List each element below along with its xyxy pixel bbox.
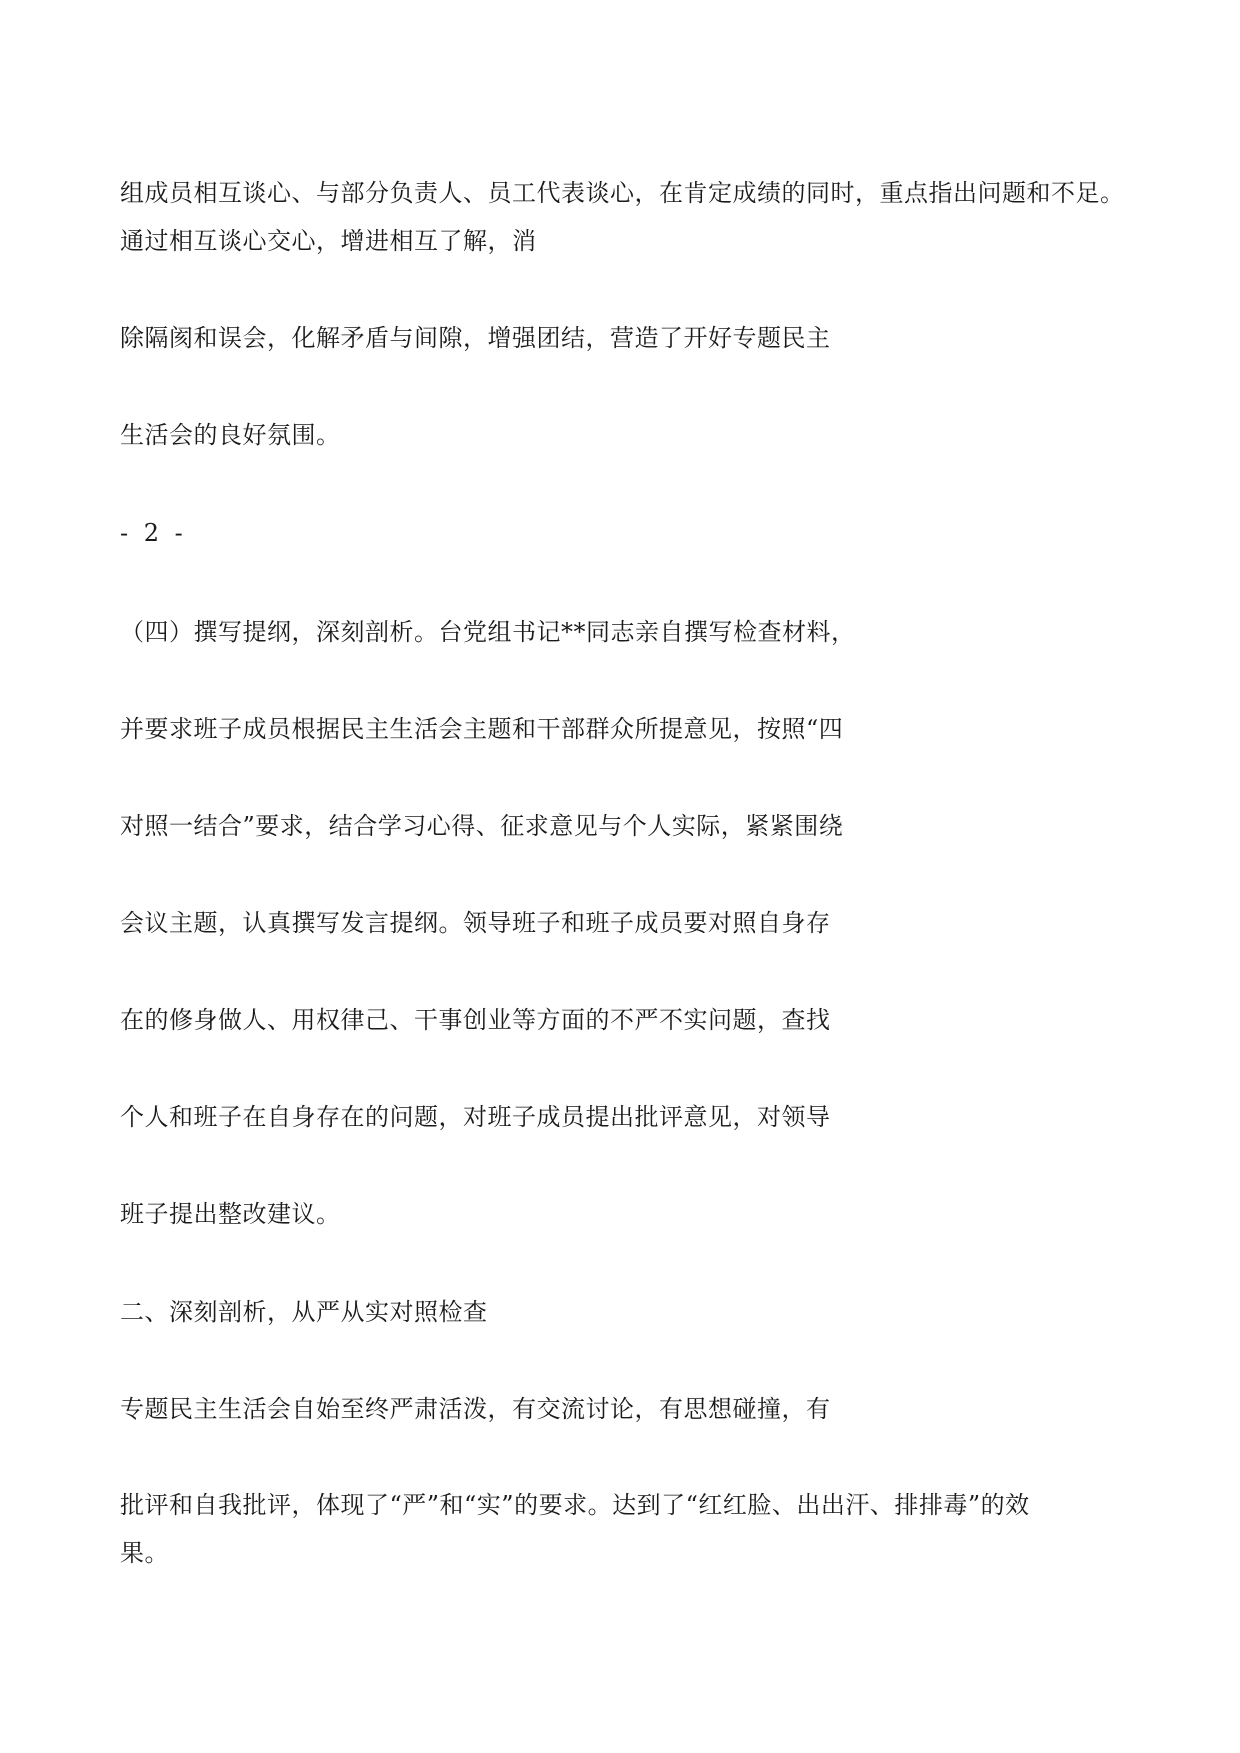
paragraph-line: 除隔阂和误会，化解矛盾与间隙，增强团结，营造了开好专题民主: [120, 324, 831, 352]
paragraph-line: 班子提出整改建议。: [120, 1200, 341, 1228]
paragraph-line: 组成员相互谈心、与部分负责人、员工代表谈心，在肯定成绩的同时，重点指出问题和不足。: [120, 179, 1125, 207]
paragraph-line: 通过相互谈心交心，增进相互了解，消: [120, 227, 537, 255]
paragraph-line: 在的修身做人、用权律己、干事创业等方面的不严不实问题，查找: [120, 1006, 831, 1034]
paragraph-line: 对照一结合”要求，结合学习心得、征求意见与个人实际，紧紧围绕: [120, 812, 844, 840]
page-number: - 2 -: [120, 519, 187, 547]
section-heading: 二、深刻剖析，从严从实对照检查: [120, 1298, 488, 1326]
paragraph-line: 个人和班子在自身存在的问题，对班子成员提出批评意见，对领导: [120, 1103, 831, 1131]
paragraph-line: 生活会的良好氛围。: [120, 421, 341, 449]
paragraph-line: （四）撰写提纲，深刻剖析。台党组书记**同志亲自撰写检查材料，: [120, 618, 856, 646]
paragraph-line: 批评和自我批评，体现了“严”和“实”的要求。达到了“红红脸、出出汗、排排毒”的效: [120, 1491, 1030, 1519]
paragraph-line: 会议主题，认真撰写发言提纲。领导班子和班子成员要对照自身存: [120, 909, 831, 937]
paragraph-line: 果。: [120, 1539, 169, 1567]
paragraph-line: 并要求班子成员根据民主生活会主题和干部群众所提意见，按照“四: [120, 715, 844, 743]
paragraph-line: 专题民主生活会自始至终严肃活泼，有交流讨论，有思想碰撞，有: [120, 1395, 831, 1423]
